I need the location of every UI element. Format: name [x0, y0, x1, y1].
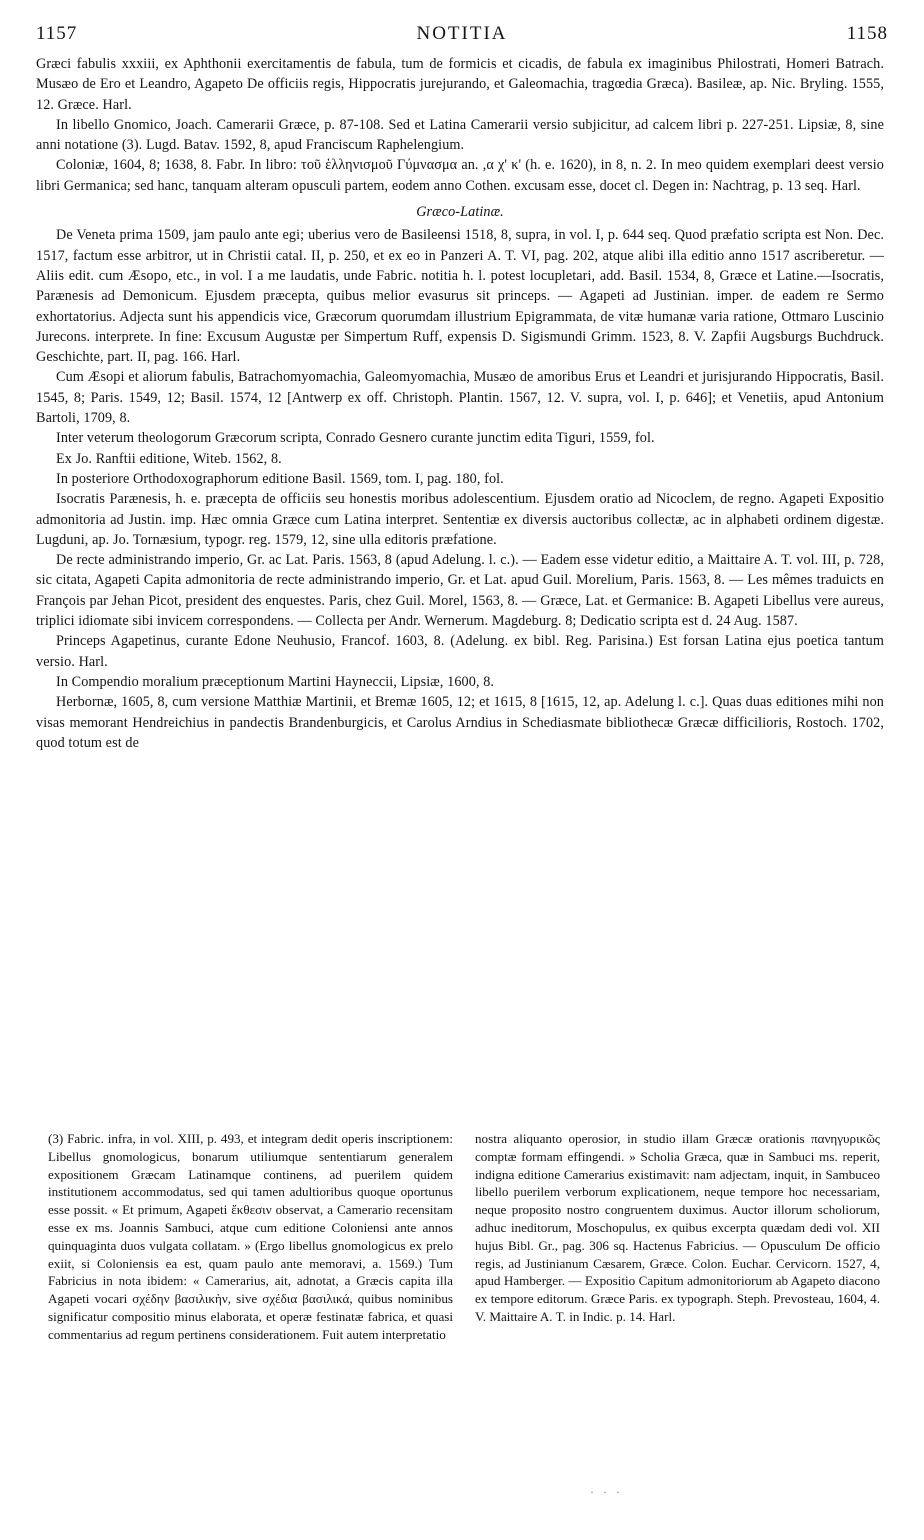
footnotes — [48, 1130, 880, 1460]
paragraph: Princeps Agapetinus, curante Edone Neuhusio, Francof. 1603, 8. (Adelung. ex bibl. Reg. Parisina.) Est forsan Latina ejus poetica tantum versio. Harl. — [36, 633, 884, 670]
right-page-number: 1158 — [846, 23, 888, 44]
print-speck-marks: · · · — [590, 1485, 623, 1499]
paragraph: Herbornæ, 1605, 8, cum versione Matthiæ Martinii, et Bremæ 1605, 12; et 1615, 8 [1615, 12, ap. Adelung l. c.]. Quas duas editiones mihi non visas memorant Hendreichius in pandectis Brandenburgicis, et Carolus Arndius in Schediasmate bibliothecæ Græcæ difficilioris, Rostoch. 1702, quod totum est de — [36, 694, 884, 751]
paragraph: In libello Gnomico, Joach. Camerarii Græce, p. 87-108. Sed et Latina Camerarii versio subjicitur, ad calcem libri p. 227-251. Lipsiæ, 8, sine anni notatione (3). Lugd. Batav. 1592, 8, apud Franciscum Raphelengium. — [36, 116, 884, 154]
footnote-column-left — [48, 1130, 453, 1460]
paragraph: Ex Jo. Ranftii editione, Witeb. 1562, 8. — [56, 450, 282, 467]
paragraph: Coloniæ, 1604, 8; 1638, 8. Fabr. In libro: τοῦ ἑλληνισμοῦ Γύμνασμα an. ,α χ' κ' (h. e. 1620), in 8, n. 2. In meo quidem exemplari deest versio libri Germanica; sed hanc, tanquam alteram opusculi partem, eodem anno Cothen. excusam esse, docet cl. Degen in: Nachtrag, p. 13 seq. Harl. — [36, 157, 884, 194]
paragraph: De Veneta prima 1509, jam paulo ante egi; uberius vero de Basileensi 1518, 8, supra, in vol. I, p. 644 seq. Quod præfatio scripta est Non. Dec. 1517, factum esse arbitror, ut in Christii catal. II, p. 250, et ex eo in Panzeri A. T. VI, pag. 202, atque alibi illa editio anno 1517 ascriberetur. — Aliis edit. cum Æsopo, etc., in vol. I a me laudatis, unde Fabric. notitia h. l. potest locupletari, add. Basil. 1534, 8, Græce et Latine.—Isocratis, Parænesis ad Demonicum. Ejusdem præcepta, quibus melior evasurus sit princeps. — Agapeti ad Justinian. imper. de eadem re Sermo exhortatorius. Adjecta sunt his appendicis vice, Græcorum quorumdam illustrium Epigrammata, de vitæ humanæ varia ratione, Ottmaro Luscinio Jurecons. interprete. In fine: Excusum Augustæ per Simpertum Ruff, expensis D. Sigismundi Grimm. 1523, 8. V. Zapfii Augsburgs Buchdruck. Geschichte, part. II, pag. 166. Harl. — [36, 227, 884, 366]
page-header — [36, 14, 888, 54]
paragraph: In posteriore Orthodoxographorum editione Basil. 1569, tom. I, pag. 180, fol. — [56, 470, 504, 487]
main-text — [36, 54, 884, 753]
paragraph: Græci fabulis xxxiii, ex Aphthonii exercitamentis de fabula, tum de formicis et cicadis, de fabula ex imaginibus Philostrati, Homeri Batrach. Musæo de Ero et Leandro, Agapeto De officiis regis, Hippocratis jurejurando, et Galeomachia, tragœdia Græca). Basileæ, ap. Nic. Bryling. 1555, 12. Græce. Harl. — [36, 56, 884, 113]
paragraph: De recte administrando imperio, Gr. ac Lat. Paris. 1563, 8 (apud Adelung. l. c.). — Eadem esse videtur editio, a Maittaire A. T. vol. III, p. 728, sic citata, Agapeti Capita admonitoria de recte administrando imperio, Gr. et Lat. apud Guil. Morelium, Paris. 1563, 8. — Les mêmes traduicts en François par Jehan Picot, president des enquestes. Paris, chez Guil. Morel, 1563, 8. — Græce, Lat. et Germanice: B. Agapeti Libellus vere aureus, triplici idiomate sibi invicem correspondens. — Collecta per Andr. Wernerum. Magdeburg. 8; Dedicatio scripta est d. 24 Aug. 1587. — [36, 552, 884, 630]
left-page-number: 1157 — [36, 23, 78, 44]
paragraph: Isocratis Parænesis, h. e. præcepta de officiis seu honestis moribus adolescentium. Ejusdem oratio ad Nicoclem, de regno. Agapeti Expositio admonitoria ad Justin. imp. Hæc omnia Græce cum Latina interpret. Sententiæ ex diversis auctoribus collectæ, ac in alphabeti ordinem digestæ. Lugduni, ap. Jo. Tornæsium, typogr. reg. 1579, 12, sine ulla editoris præfatione. — [36, 491, 884, 548]
paragraph: Inter veterum theologorum Græcorum scripta, Conrado Gesnero curante junctim edita Tiguri, 1559, fol. — [56, 430, 655, 447]
footnote-column-right — [475, 1130, 880, 1460]
paragraph: Cum Æsopi et aliorum fabulis, Batrachomyomachia, Galeomyomachia, Musæo de amoribus Erus et Leandri et jurisjurando Hippocratis, Basil. 1545, 8; Paris. 1549, 12; Basil. 1574, 12 [Antwerp ex off. Christoph. Plantin. 1567, 12. V. supra, vol. I, p. 646]; et Venetiis, apud Antonium Bartoli, 1709, 8. — [36, 369, 884, 427]
paragraph: In Compendio moralium præceptionum Martini Hayneccii, Lipsiæ, 1600, 8. — [56, 673, 495, 690]
running-title: NOTITIA — [416, 23, 508, 44]
section-heading: Græco-Latinæ. — [416, 204, 504, 221]
footnote-text: nostra aliquanto operosior, in studio illam Græcæ orationis πανηγυρικῶς comptæ formam effingendi. » Scholia Græca, quæ in Sambuci ms. reperit, indigna editione Camerarius existimavit: nam adjectam, inquit, in Sambuceo libello puerilem verborum explicationem, neque tempore hoc necessariam, neque proposito nostro congruentem duximus. Auctor illorum scholiorum, adhuc ineditorum, Moschopulus, ex quibus excerpta quædam dedi vol. XII hujus Bibl. Gr., pag. 306 sq. Hactenus Fabricius. — Opusculum De officio regis, ad Justinianum Cæsarem, Græce. Colon. Euchar. Cervicorn. 1527, 4, apud Hamberger. — Expositio Capitum admonitoriorum ab Agapeto diacono ex tempore editorum. Græce Paris. ex typograph. Steph. Prevosteau, 1604, 4. V. Maittaire A. T. in Indic. p. 14. Harl. — [475, 1131, 880, 1324]
footnote-text: (3) Fabric. infra, in vol. XIII, p. 493, et integram dedit operis inscriptionem: Libellus gnomologicus, bonarum utiliumque sententiarum generalem expositionem Græcam Latinamque continens, ad puerilem quidem institutionem accommodatus, sed qui tamen adultioribus quoque oportunus esse possit. « Et primum, Agapeti ἔκθεσιν observat, a Camerario recensitam esse ex ms. Joannis Sambuci, atque cum editione Coloniensi ante annos quinquaginta duos vulgata collatam. » (Ergo libellus gnomologicus ex prelo exiit, si Coloniensis ea est, quam paulo ante memoravi, a. 1569.) Tum Fabricius in nota ibidem: « Camerarius, ait, adnotat, a Græcis capita illa Agapeti vocari σχέδην βασιλικὴν, sive σχέδια βασιλικά, quibus nominibus significatur compositio minus elaborata, et operæ festinatæ fabrica, et quasi commentarius ad regum pertinens considerationem. Fuit autem interpretatio — [48, 1131, 453, 1342]
